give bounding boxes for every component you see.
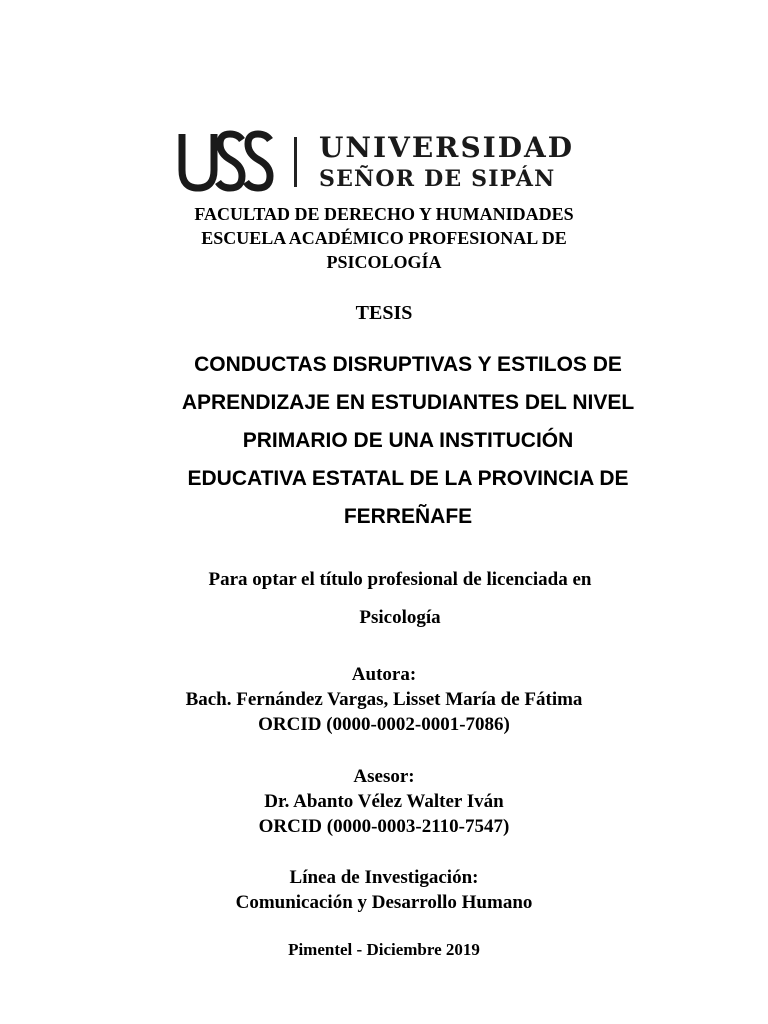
uss-logo-mark: [176, 130, 276, 194]
research-line-value: Comunicación y Desarrollo Humano: [235, 892, 533, 913]
school-name: ESCUELA ACADÉMICO PROFESIONAL DE: [201, 228, 567, 248]
degree-line: Para optar el título profesional de licenciada en: [208, 569, 592, 590]
title-line: APRENDIZAJE EN ESTUDIANTES DEL NIVEL: [181, 391, 635, 414]
advisor-label: Asesor:: [353, 766, 415, 787]
advisor-orcid: ORCID (0000-0003-2110-7547): [258, 816, 510, 837]
title-line: CONDUCTAS DISRUPTIVAS Y ESTILOS DE: [194, 353, 622, 376]
faculty-block: [0, 202, 768, 274]
title-line: FERREÑAFE: [343, 505, 473, 528]
thesis-title: [140, 346, 676, 536]
title-line: PRIMARIO DE UNA INSTITUCIÓN: [242, 429, 574, 452]
title-line: EDUCATIVA ESTATAL DE LA PROVINCIA DE: [187, 467, 629, 490]
author-name: Bach. Fernández Vargas, Lisset María de Fátima: [185, 689, 583, 710]
logo-senor-de-sipan: SEÑOR DE SIPÁN: [319, 166, 556, 192]
logo-divider: [294, 137, 297, 187]
logo-wordmark: [319, 131, 575, 192]
faculty-name: FACULTAD DE DERECHO Y HUMANIDADES: [194, 204, 574, 224]
school-name-cont: PSICOLOGÍA: [326, 252, 442, 272]
document-type: TESIS: [355, 302, 413, 324]
author-orcid: ORCID (0000-0002-0001-7086): [258, 714, 510, 735]
degree-line: Psicología: [359, 607, 441, 628]
author-block: [0, 662, 768, 737]
advisor-name: Dr. Abanto Vélez Walter Iván: [264, 791, 504, 812]
university-logo: [176, 128, 606, 196]
place-date: Pimentel - Diciembre 2019: [288, 940, 480, 959]
degree-statement: [120, 561, 680, 637]
research-line-block: [0, 865, 768, 915]
author-label: Autora:: [351, 664, 417, 685]
logo-university: UNIVERSIDAD: [319, 131, 575, 164]
research-line-label: Línea de Investigación:: [289, 867, 479, 888]
advisor-block: [0, 764, 768, 839]
